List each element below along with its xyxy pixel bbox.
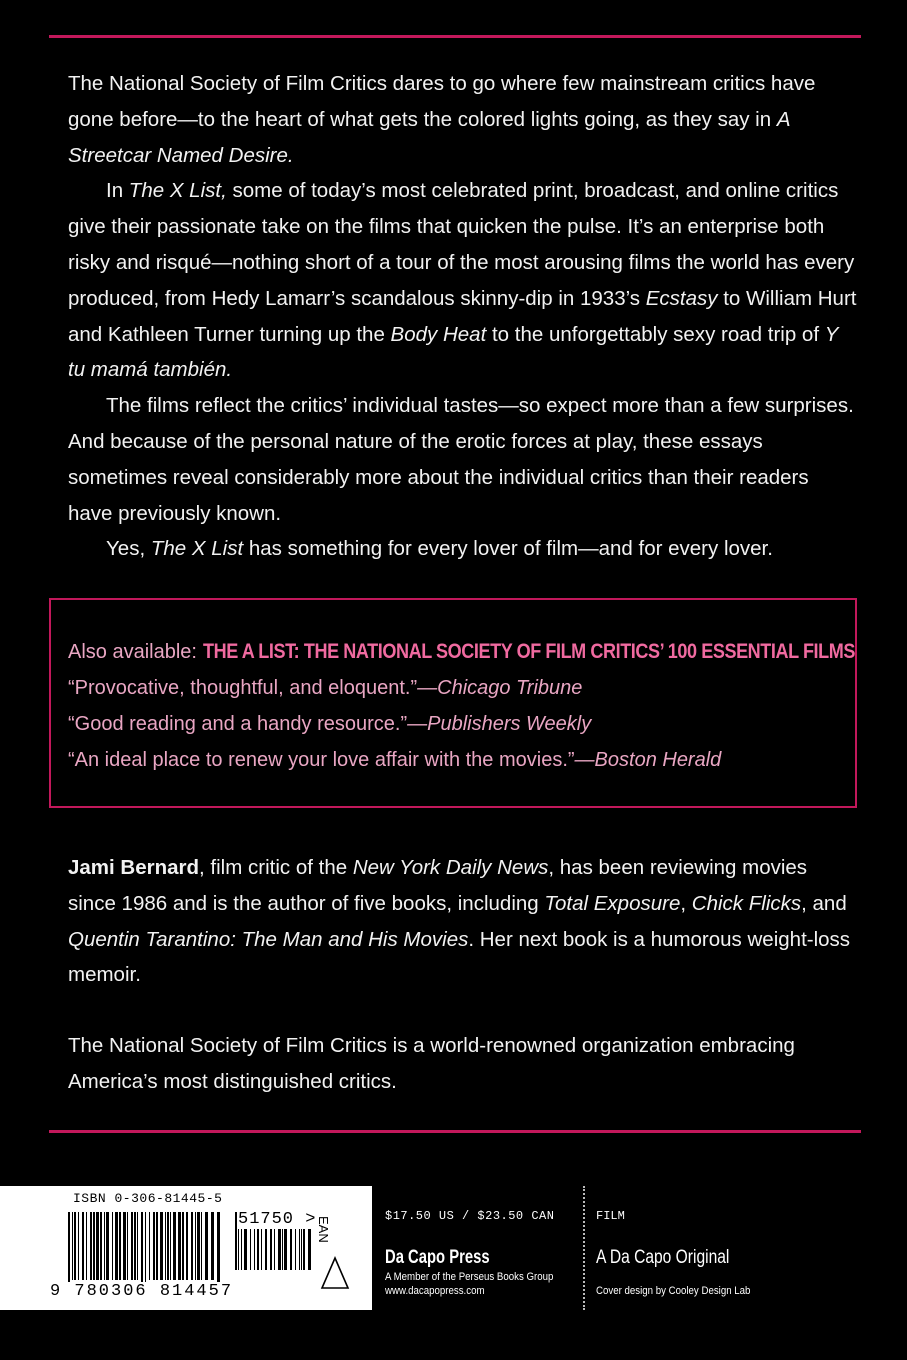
barcode-bar [170, 1212, 171, 1280]
also-available-line [68, 634, 855, 670]
book-title: The X List [150, 537, 244, 561]
barcode-bar [68, 1212, 70, 1288]
barcode-bar [86, 1212, 87, 1280]
review-quote: “An ideal place to renew your love affair with the movies.”—Boston Herald [68, 749, 722, 771]
author-name: Jami Bernard [68, 856, 200, 879]
blurb-paragraph-3: The films reflect the critics’ individual tastes—so expect more than a few surprises. And because of the personal nature of the erotic forces at play, these essays sometimes reveal considerably more about the individual critics than their readers have previously known. [68, 394, 854, 525]
barcode-bar [160, 1212, 163, 1280]
top-divider [49, 35, 861, 38]
barcode-bar [137, 1212, 138, 1280]
barcode-bar [186, 1212, 188, 1280]
isbn-text: ISBN 0-306-81445-5 [73, 1191, 223, 1206]
also-available-box [49, 598, 857, 808]
barcode-panel [0, 1186, 372, 1310]
film-title: Y tu mamá también. [68, 322, 839, 382]
barcode-bar [119, 1212, 121, 1280]
barcode-bar [235, 1212, 237, 1270]
barcode-bar [100, 1212, 102, 1280]
barcode-bar [82, 1212, 84, 1280]
cover-design-credit: Cover design by Cooley Design Lab [596, 1285, 751, 1297]
ean-label: EAN [316, 1216, 331, 1243]
blurb-paragraph-1: The National Society of Film Critics dares to go where few mainstream critics have gone before—to the heart of what gets the colored lights going, as they say in A Streetcar Named Desire. [68, 72, 816, 167]
quote-source: —Boston Herald [574, 749, 722, 771]
barcode-bar [173, 1212, 176, 1280]
barcode-bar [131, 1212, 133, 1280]
barcode-bar [145, 1212, 146, 1288]
barcode-bar [141, 1212, 143, 1288]
quote-source: —Publishers Weekly [407, 713, 592, 735]
barcode-bar [115, 1212, 118, 1280]
barcode-bar [191, 1212, 193, 1280]
barcode-bar [149, 1212, 150, 1280]
barcode-bar [217, 1212, 220, 1288]
author-bio-paragraph: Jami Bernard, film critic of the New York Daily News, has been reviewing movies since 1986 and is the author of five books, including Total Exposure, Chick Flicks, and Quentin Tarantino: The Man and His Movies. Her next book is a humorous weight-loss memoir. [68, 856, 851, 987]
also-available-label: Also available: [68, 641, 203, 663]
price-label: $17.50 US / $23.50 CAN [385, 1209, 555, 1223]
barcode-bar [201, 1212, 202, 1280]
barcode-bar [112, 1212, 113, 1280]
film-title: Ecstasy [645, 286, 718, 310]
triangle-icon [320, 1256, 350, 1290]
barcode-bar [156, 1212, 158, 1280]
barcode-bar [167, 1212, 169, 1280]
barcode-bar [127, 1212, 128, 1280]
quote-source: —Chicago Tribune [417, 677, 583, 699]
barcode-bar [134, 1212, 136, 1280]
imprint-line: A Da Capo Original [596, 1247, 730, 1268]
barcode-bar [182, 1212, 184, 1280]
barcode-bar [78, 1212, 79, 1280]
barcode-bar [93, 1212, 95, 1280]
society-description: The National Society of Film Critics is a world-renowned organization embracing America’s most distinguished critics. [68, 1034, 795, 1093]
barcode-bar [106, 1212, 109, 1280]
barcode-bar [165, 1212, 166, 1280]
category-label: FILM [596, 1209, 625, 1223]
barcode-bar [104, 1212, 105, 1280]
barcode-bar [153, 1212, 155, 1280]
dotted-divider [583, 1186, 585, 1310]
price-supplement-number: 51750 > [238, 1210, 317, 1229]
promo-book-title: THE A LIST: THE NATIONAL SOCIETY OF FILM CRITICS’ 100 ESSENTIAL FILMS [202, 640, 855, 663]
barcode-bar [74, 1212, 76, 1280]
back-cover-blurb [68, 66, 858, 567]
ean-number: 9 780306 814457 [50, 1282, 234, 1301]
publisher-website: www.dacapopress.com [385, 1285, 485, 1297]
barcode-bar [90, 1212, 92, 1280]
publisher-details [385, 1270, 553, 1298]
barcode-bar [72, 1212, 73, 1280]
blurb-paragraph-4: Yes, The X List has something for every lover of film—and for every lover. [106, 537, 773, 561]
barcode-bar [123, 1212, 126, 1280]
bottom-divider [49, 1130, 861, 1133]
publisher-name: Da Capo Press [385, 1247, 490, 1268]
barcode-bar [178, 1212, 181, 1280]
review-quote: “Provocative, thoughtful, and eloquent.”—Chicago Tribune [68, 677, 583, 699]
barcode-bar [205, 1212, 208, 1280]
barcode-bar [211, 1212, 214, 1280]
review-quote: “Good reading and a handy resource.”—Publishers Weekly [68, 713, 592, 735]
publisher-member-line: A Member of the Perseus Books Group [385, 1271, 554, 1283]
film-title: Body Heat [390, 322, 487, 346]
author-bio [68, 850, 858, 1135]
barcode-bar [195, 1212, 196, 1280]
barcode-bar [96, 1212, 99, 1280]
book-title: The X List, [128, 179, 227, 203]
barcode-bar [197, 1212, 200, 1280]
film-title: A Streetcar Named Desire. [68, 107, 790, 167]
blurb-paragraph-2: In The X List, some of today’s most celebrated print, broadcast, and online critics give their passionate take on the films that quicken the pulse. It’s an enterprise both risky and risqué—nothing short of a tour of the most arousing films the world has every produced, from Hedy Lamarr’s scandalous skinny-dip in 1933’s Ecstasy to William Hurt and Kathleen Turner turning up the Body Heat to the unforgettably sexy road trip of Y tu mamá también. [68, 179, 857, 382]
